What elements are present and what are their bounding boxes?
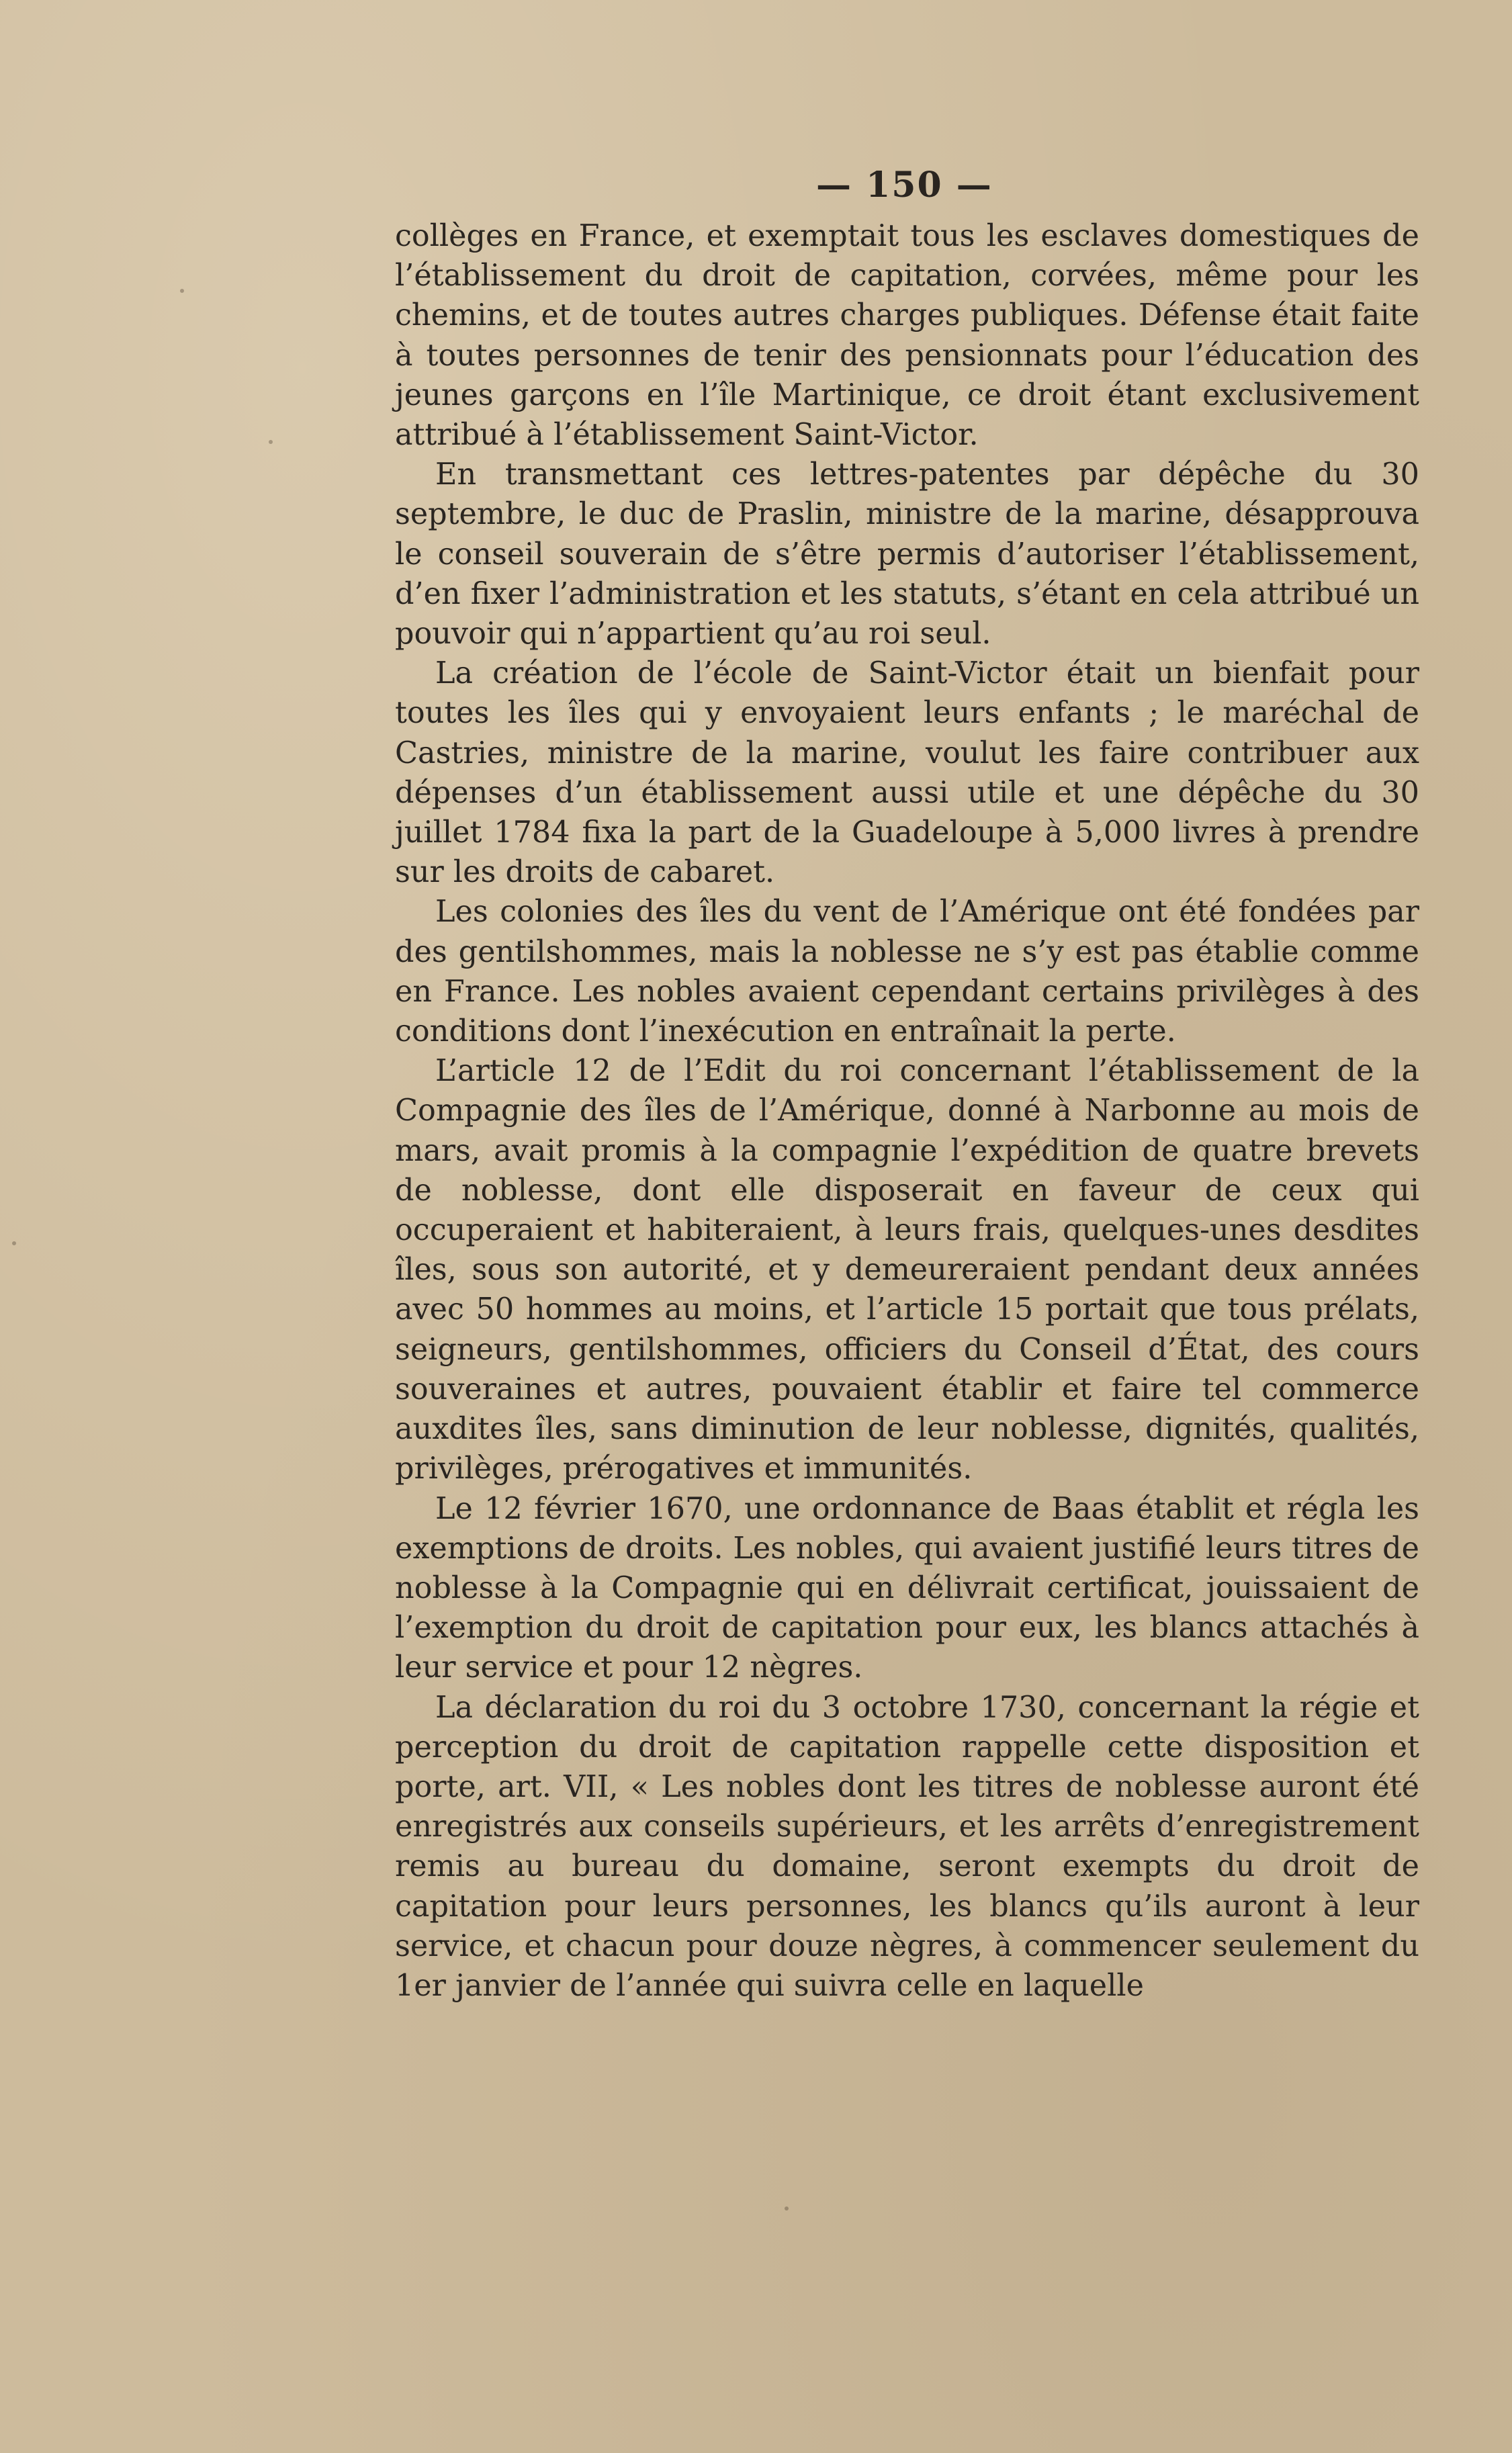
- paper-speck: [785, 2206, 789, 2211]
- paper-speck: [12, 1241, 16, 1245]
- paragraph: Les colonies des îles du vent de l’Amérique ont été fondées par des gentilshommes, mais la noblesse ne s’y est pas établie comme en France. Les nobles avaient cependant certains privilèges à des conditions dont l’inexécution en entraînait la perte.: [395, 895, 1419, 1049]
- paragraph: En transmettant ces lettres-patentes par dépêche du 30 septembre, le duc de Praslin, ministre de la marine, désapprouva le conseil souverain de s’être permis d’autoriser l’établissement, d’en fixer l’administration et les statuts, s’étant en cela attribué un pouvoir qui n’appartient qu’au roi seul.: [395, 457, 1419, 652]
- paragraph: Le 12 février 1670, une ordonnance de Baas établit et régla les exemptions de droits. Les nobles, qui avaient justifié leurs titres de noblesse à la Compagnie qui en délivrait certificat, jouissaient de l’exemption du droit de capitation pour eux, les blancs attachés à leur service et pour 12 nègres.: [395, 1491, 1419, 1685]
- paragraph: collèges en France, et exemptait tous les esclaves domestiques de l’établissement du droit de capitation, corvées, même pour les chemins, et de toutes autres charges publiques. Défense était faite à toutes personnes de tenir des pensionnats pour l’éducation des jeunes garçons en l’île Martinique, ce droit étant exclusivement attribué à l’établissement Saint-Victor.: [395, 219, 1419, 453]
- paper-speck: [180, 289, 184, 293]
- paragraph: La création de l’école de Saint-Victor était un bienfait pour toutes les îles qui y envoyaient leurs enfants ; le maréchal de Castries, ministre de la marine, voulut les faire contribuer aux dépenses d’un établissement aussi utile et une dépêche du 30 juillet 1784 fixa la part de la Guadeloupe à 5,000 livres à prendre sur les droits de cabaret.: [395, 656, 1419, 890]
- paragraph: La déclaration du roi du 3 octobre 1730, concernant la régie et perception du droit de capitation rappelle cette disposition et porte, art. VII, « Les nobles dont les titres de noblesse auront été enregistrés aux conseils supérieurs, et les arrêts d’enregistrement remis au bureau du domaine, seront exempts du droit de capitation pour leurs personnes, les blancs qu’ils auront à leur service, et chacun pour douze nègres, à commencer seulement du 1er janvier de l’année qui suivra celle en laquelle: [395, 1690, 1419, 2003]
- body-text: [395, 216, 1419, 2006]
- paragraph: L’article 12 de l’Edit du roi concernant l’établissement de la Compagnie des îles de l’Amérique, donné à Narbonne au mois de mars, avait promis à la compagnie l’expédition de quatre brevets de noblesse, dont elle disposerait en faveur de ceux qui occuperaient et habiteraient, à leurs frais, quelques-unes desdites îles, sous son autorité, et y demeureraient pendant deux années avec 50 hommes au moins, et l’article 15 portait que tous prélats, seigneurs, gentilshommes, officiers du Conseil d’État, des cours souveraines et autres, pouvaient établir et faire tel commerce auxdites îles, sans diminution de leur noblesse, dignités, qualités, privilèges, prérogatives et immunités.: [395, 1054, 1419, 1486]
- paper-speck: [269, 440, 273, 444]
- page-number: — 150 —: [816, 165, 993, 206]
